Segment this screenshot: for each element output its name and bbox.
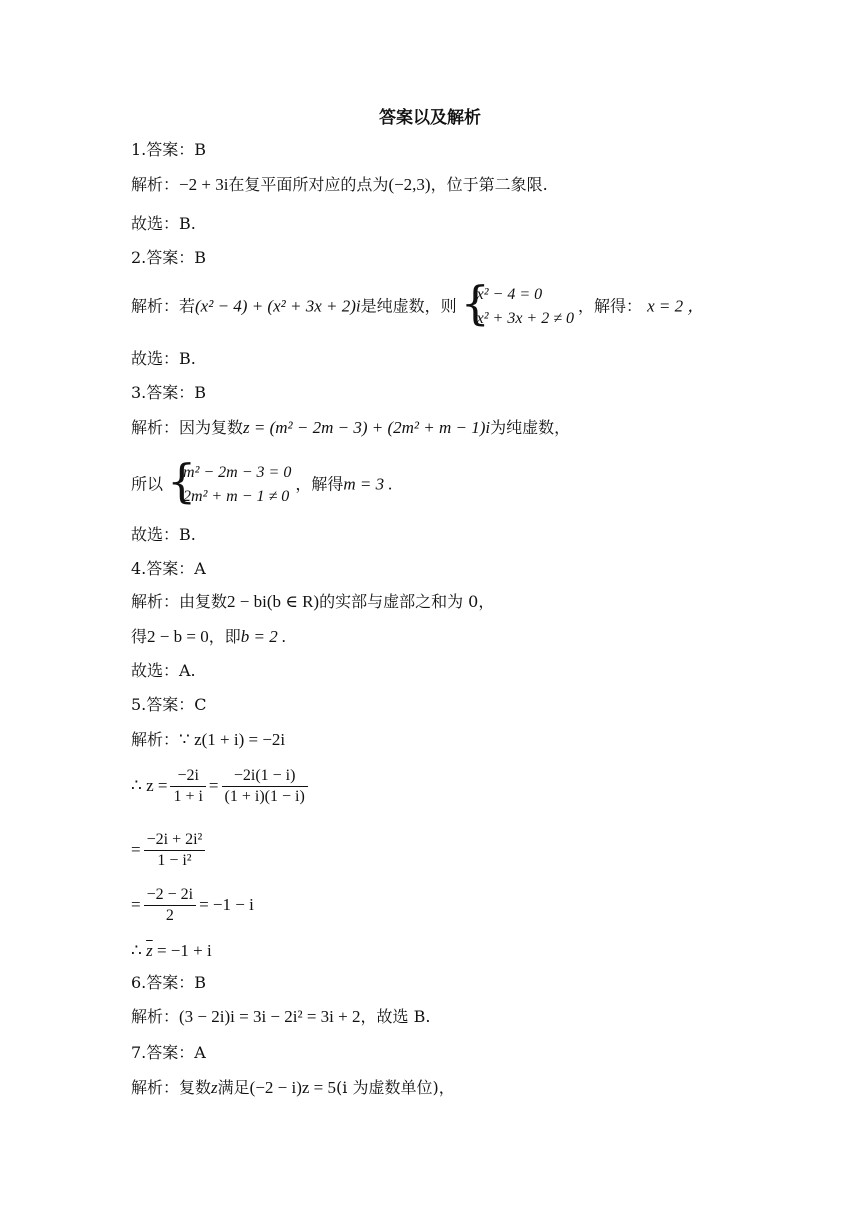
brace-symbol: { [167, 454, 197, 508]
q4-analysis [131, 591, 494, 613]
analysis-text: 在复平面所对应的点为 [228, 175, 389, 194]
q7-analysis [131, 1077, 455, 1099]
q6-analysis [131, 1006, 430, 1028]
fraction [222, 766, 308, 807]
analysis-label: 解析： [131, 1007, 180, 1026]
q2-choice: 故选：B. [131, 349, 196, 368]
math-solution: m = 3 . [343, 474, 393, 494]
analysis-text: 的实部与虚部之和为 0， [319, 592, 495, 611]
analysis-label: 解析： [131, 730, 180, 749]
numerator: −2i [170, 766, 205, 787]
q5-step3: = $\frac{-2 - 2i}{2}$ = −1 − i [131, 886, 254, 924]
math-equation: (−2 − i)z = 5 [249, 1078, 337, 1097]
denominator: 1 − i² [157, 852, 192, 869]
q3-answer: 3.答案：B [131, 383, 207, 402]
q1-answer: 1.答案：B [131, 140, 207, 159]
q5-conclusion [131, 940, 212, 962]
math-therefore: ∴ [131, 941, 147, 960]
math-result: = −1 + i [152, 941, 212, 960]
q5-answer: 5.答案：C [131, 695, 207, 714]
q4-answer: 4.答案：A [131, 559, 206, 578]
conjugate-z: $\overline{z}$ [146, 941, 153, 960]
denominator: 2 [165, 907, 174, 924]
brace-symbol: { [460, 276, 490, 330]
system-row: x² + 3x + 2 ≠ 0 [476, 310, 574, 327]
math-result: = −1 − i [199, 895, 254, 914]
analysis-text: 满足 [217, 1078, 250, 1097]
analysis-text: ，即 [208, 627, 241, 646]
analysis-label: 解析：由复数 [131, 592, 228, 611]
q2-answer: 2.答案：B [131, 248, 207, 267]
analysis-text: 为纯虚数， [490, 418, 571, 437]
math-given: ∵ z(1 + i) = −2i [179, 730, 286, 749]
analysis-label: 解析：复数 [131, 1078, 212, 1097]
analysis-text: 是纯虚数，则 [360, 296, 457, 316]
page-title: 答案以及解析 [379, 108, 481, 128]
analysis-text: (i 为虚数单位)， [336, 1078, 455, 1097]
math-solution: b = 2 . [240, 627, 287, 646]
q3-analysis [131, 417, 570, 439]
math-variable: z [211, 1078, 218, 1097]
analysis-label: 解析：若 [131, 296, 196, 316]
analysis-text: ，解得 [295, 474, 344, 494]
analysis-label: 解析： [131, 175, 180, 194]
denominator: (1 + i)(1 − i) [224, 788, 305, 805]
system-row: x² − 4 = 0 [476, 286, 543, 303]
q5-analysis [131, 729, 285, 751]
math-expression: 2 − bi(b ∈ R) [227, 592, 320, 611]
q1-analysis [131, 174, 548, 196]
analysis-text: ，解得： [578, 296, 643, 316]
fraction [170, 766, 205, 807]
analysis-label: 解析：因为复数 [131, 418, 244, 437]
q3-choice: 故选：B. [131, 525, 196, 544]
denominator: 1 + i [173, 788, 203, 805]
math-point: (−2,3) [388, 175, 431, 194]
math-expression: (x² − 4) + (x² + 3x + 2)i [195, 296, 361, 316]
analysis-text: ，故选 B. [360, 1007, 431, 1026]
equation-system [460, 276, 574, 331]
equation-system [167, 454, 292, 509]
numerator: −2 − 2i [144, 885, 197, 906]
math-expression: (3 − 2i)i = 3i − 2i² = 3i + 2 [179, 1007, 361, 1026]
q6-answer: 6.答案：B [131, 973, 207, 992]
analysis-text: 得 [131, 627, 148, 646]
fraction [144, 830, 206, 871]
analysis-text: 所以 [131, 474, 164, 494]
numerator: −2i + 2i² [144, 830, 206, 851]
fraction [144, 885, 197, 926]
math-expression: −2 + 3i [179, 175, 229, 194]
q1-choice: 故选：B. [131, 214, 196, 233]
math-equation: 2 − b = 0 [147, 627, 209, 646]
q2-analysis [131, 276, 705, 331]
numerator: −2i(1 − i) [222, 766, 308, 787]
system-row: 2m² + m − 1 ≠ 0 [183, 488, 290, 505]
q7-answer: 7.答案：A [131, 1043, 206, 1062]
math-lhs: ∴ z = [131, 776, 168, 795]
q4-derivation [131, 626, 286, 648]
system-row: m² − 2m − 3 = 0 [183, 464, 292, 481]
math-expression: z = (m² − 2m − 3) + (2m² + m − 1)i [243, 418, 491, 437]
analysis-text: ，位于第二象限. [430, 175, 548, 194]
q5-step1: ∴ z = $\frac{-2i}{1 + i}$ = $\frac{-2i(1 - i)}{(1 + i)(1 - i)}$ [131, 766, 311, 807]
q3-system-line [131, 454, 393, 509]
q4-choice: 故选：A. [131, 661, 196, 680]
q5-step2: = $\frac{\text{−2i + 2i²}}{\text{1 − i²}}$ [131, 830, 208, 871]
math-solution: x = 2 ， [647, 296, 705, 316]
